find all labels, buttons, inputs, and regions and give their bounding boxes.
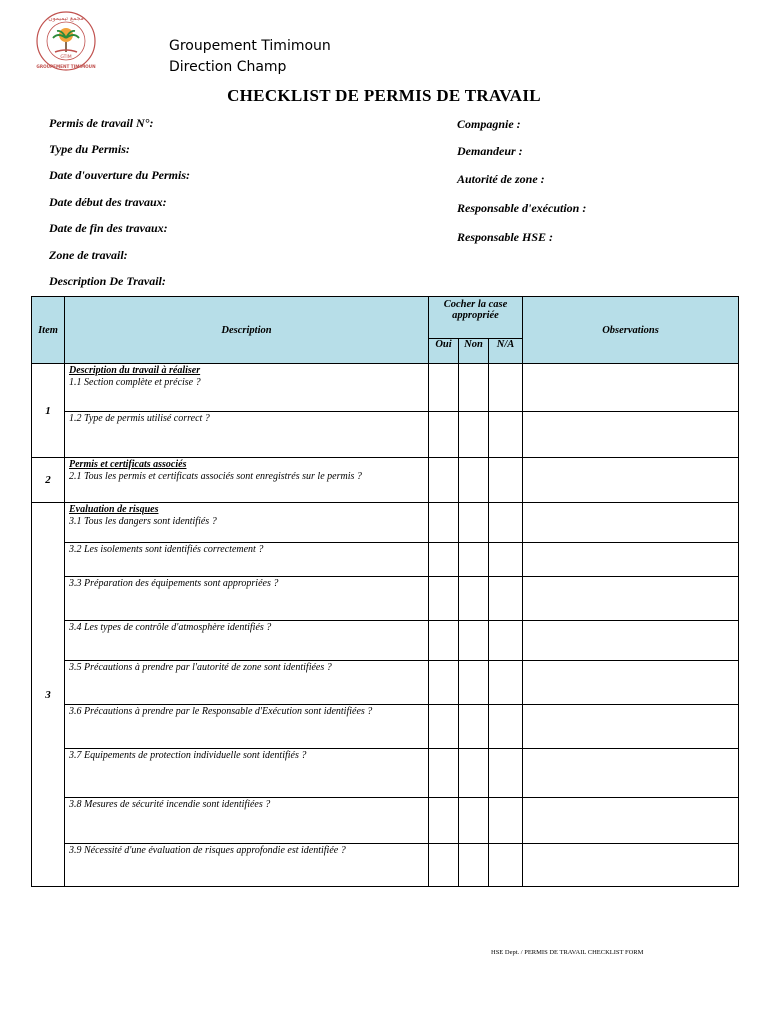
table-row xyxy=(32,798,739,844)
row-text: 1.2 Type de permis utilisé correct ? xyxy=(69,413,210,424)
checkbox-na[interactable] xyxy=(489,458,523,503)
checkbox-na[interactable] xyxy=(489,577,523,621)
row-description xyxy=(65,364,429,412)
row-text: 3.4 Les types de contrôle d'atmosphère identifiés ? xyxy=(69,622,272,633)
checkbox-non[interactable] xyxy=(459,364,489,412)
checkbox-na[interactable] xyxy=(489,749,523,798)
observations-cell[interactable] xyxy=(523,458,739,503)
field-date-fin: Date de fin des travaux: xyxy=(49,221,168,235)
checkbox-na[interactable] xyxy=(489,412,523,458)
observations-cell[interactable] xyxy=(523,364,739,412)
observations-cell[interactable] xyxy=(523,412,739,458)
checkbox-na[interactable] xyxy=(489,621,523,661)
checkbox-oui[interactable] xyxy=(429,621,459,661)
field-responsable-hse: Responsable HSE : xyxy=(457,230,554,244)
section-title: Description du travail à réaliser xyxy=(69,365,201,376)
checkbox-oui[interactable] xyxy=(429,749,459,798)
row-description xyxy=(65,798,429,844)
checkbox-oui[interactable] xyxy=(429,364,459,412)
item-number-1: 1 xyxy=(32,364,65,458)
field-permis-numero: Permis de travail N°: xyxy=(49,116,154,130)
observations-cell[interactable] xyxy=(523,577,739,621)
row-text: 3.7 Equipements de protection individuelle sont identifiés ? xyxy=(69,750,307,761)
field-zone-travail: Zone de travail: xyxy=(49,248,128,262)
department-name: Direction Champ xyxy=(169,59,287,75)
checkbox-non[interactable] xyxy=(459,412,489,458)
table-row xyxy=(32,621,739,661)
checkbox-oui[interactable] xyxy=(429,798,459,844)
row-description xyxy=(65,458,429,503)
header-check: Cocher la case appropriée xyxy=(429,297,523,339)
page-title: CHECKLIST DE PERMIS DE TRAVAIL xyxy=(227,86,541,105)
row-description xyxy=(65,503,429,543)
footer-form-reference: HSE Dept. / PERMIS DE TRAVAIL CHECKLIST FORM xyxy=(491,949,644,956)
row-text: 3.9 Nécessité d'une évaluation de risques approfondie est identifiée ? xyxy=(69,845,346,856)
header-non: Non xyxy=(459,339,489,364)
checkbox-na[interactable] xyxy=(489,543,523,577)
field-date-ouverture: Date d'ouverture du Permis: xyxy=(49,168,190,182)
svg-text:GTIM: GTIM xyxy=(60,55,72,60)
item-number-2: 2 xyxy=(32,458,65,503)
checkbox-na[interactable] xyxy=(489,798,523,844)
table-row xyxy=(32,577,739,621)
header-item: Item xyxy=(32,297,65,364)
checkbox-non[interactable] xyxy=(459,503,489,543)
checkbox-oui[interactable] xyxy=(429,705,459,749)
company-logo xyxy=(24,10,108,72)
table-row xyxy=(32,844,739,887)
row-description xyxy=(65,543,429,577)
checklist-table xyxy=(31,296,739,887)
observations-cell[interactable] xyxy=(523,844,739,887)
observations-cell[interactable] xyxy=(523,798,739,844)
checkbox-oui[interactable] xyxy=(429,503,459,543)
org-heading xyxy=(169,36,331,78)
checkbox-na[interactable] xyxy=(489,705,523,749)
table-row xyxy=(32,749,739,798)
row-description xyxy=(65,749,429,798)
section-title: Permis et certificats associés xyxy=(69,459,187,470)
row-description xyxy=(65,661,429,705)
header-observations: Observations xyxy=(523,297,739,364)
checkbox-non[interactable] xyxy=(459,844,489,887)
svg-text:GROUPEMENT TIMIMOUN: GROUPEMENT TIMIMOUN xyxy=(36,64,96,69)
row-description xyxy=(65,412,429,458)
checkbox-non[interactable] xyxy=(459,621,489,661)
checkbox-oui[interactable] xyxy=(429,412,459,458)
header-description: Description xyxy=(65,297,429,364)
observations-cell[interactable] xyxy=(523,705,739,749)
row-text: 2.1 Tous les permis et certificats associés sont enregistrés sur le permis ? xyxy=(69,471,362,482)
row-text: 3.8 Mesures de sécurité incendie sont identifiées ? xyxy=(69,799,271,810)
table-row xyxy=(32,705,739,749)
checkbox-na[interactable] xyxy=(489,364,523,412)
checkbox-non[interactable] xyxy=(459,661,489,705)
item-number-3: 3 xyxy=(32,503,65,887)
checkbox-non[interactable] xyxy=(459,749,489,798)
checkbox-na[interactable] xyxy=(489,661,523,705)
checkbox-oui[interactable] xyxy=(429,661,459,705)
checkbox-oui[interactable] xyxy=(429,543,459,577)
row-text: 3.3 Préparation des équipements sont appropriées ? xyxy=(69,578,279,589)
checkbox-na[interactable] xyxy=(489,503,523,543)
row-text: 3.1 Tous les dangers sont identifiés ? xyxy=(69,516,217,527)
field-description-travail: Description De Travail: xyxy=(49,274,166,288)
header-na: N/A xyxy=(489,339,523,364)
field-demandeur: Demandeur : xyxy=(457,144,523,158)
observations-cell[interactable] xyxy=(523,749,739,798)
row-description xyxy=(65,844,429,887)
checkbox-oui[interactable] xyxy=(429,577,459,621)
checkbox-non[interactable] xyxy=(459,543,489,577)
field-autorite-zone: Autorité de zone : xyxy=(457,172,545,186)
org-name: Groupement Timimoun xyxy=(169,38,331,54)
row-text: 3.5 Précautions à prendre par l'autorité de zone sont identifiées ? xyxy=(69,662,332,673)
field-responsable-execution: Responsable d'exécution : xyxy=(457,201,587,215)
checkbox-non[interactable] xyxy=(459,798,489,844)
row-description xyxy=(65,577,429,621)
header-oui: Oui xyxy=(429,339,459,364)
table-row xyxy=(32,543,739,577)
table-row xyxy=(32,503,739,543)
svg-text:مجمع تيميمون: مجمع تيميمون xyxy=(48,15,84,22)
field-type-permis: Type du Permis: xyxy=(49,142,130,156)
checkbox-non[interactable] xyxy=(459,577,489,621)
field-compagnie: Compagnie : xyxy=(457,117,521,131)
row-text: 1.1 Section complète et précise ? xyxy=(69,377,201,388)
checkbox-oui[interactable] xyxy=(429,844,459,887)
checkbox-non[interactable] xyxy=(459,705,489,749)
observations-cell[interactable] xyxy=(523,543,739,577)
table-row xyxy=(32,458,739,503)
field-date-debut: Date début des travaux: xyxy=(49,195,167,209)
row-text: 3.6 Précautions à prendre par le Responsable d'Exécution sont identifiées ? xyxy=(69,706,373,717)
table-row xyxy=(32,364,739,412)
row-text: 3.2 Les isolements sont identifiés correctement ? xyxy=(69,544,264,555)
observations-cell[interactable] xyxy=(523,661,739,705)
checkbox-na[interactable] xyxy=(489,844,523,887)
checkbox-non[interactable] xyxy=(459,458,489,503)
table-row xyxy=(32,412,739,458)
checkbox-oui[interactable] xyxy=(429,458,459,503)
row-description xyxy=(65,705,429,749)
row-description xyxy=(65,621,429,661)
table-row xyxy=(32,661,739,705)
observations-cell[interactable] xyxy=(523,621,739,661)
section-title: Evaluation de risques xyxy=(69,504,159,515)
observations-cell[interactable] xyxy=(523,503,739,543)
